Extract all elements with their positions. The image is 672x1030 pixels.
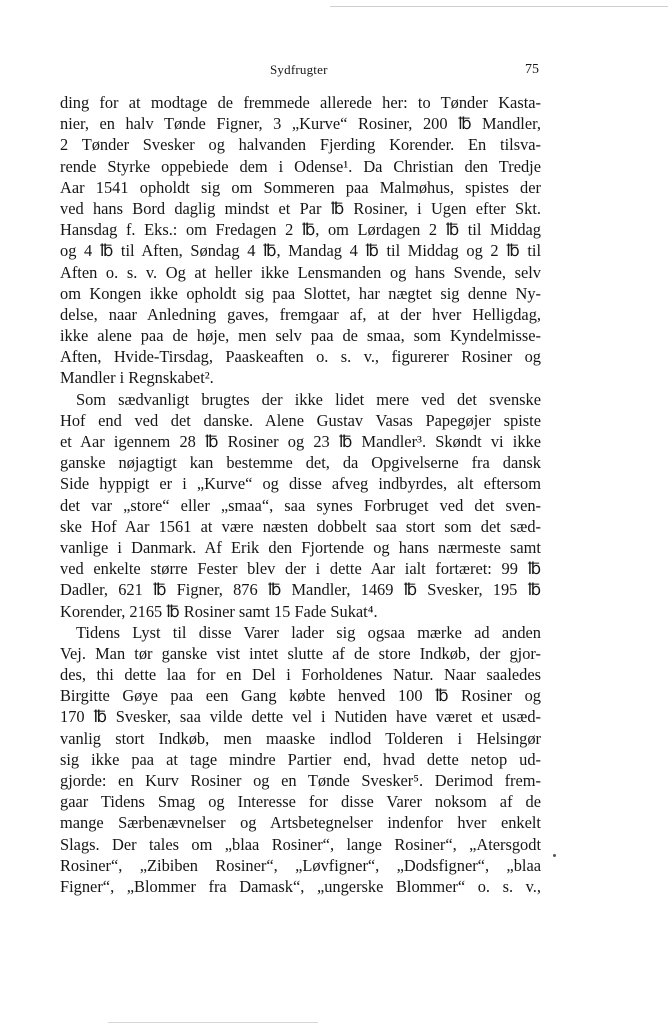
text-line: det var „store“ eller „smaa“, saa synes Forbruget ved det sven- xyxy=(60,495,541,515)
body-text xyxy=(60,92,541,897)
page-number: 75 xyxy=(525,62,539,77)
text-line: Aar 1541 opholdt sig om Sommeren paa Malmøhus, spistes der xyxy=(60,177,541,197)
text-line: Birgitte Gøye paa een Gang købte henved 100 ℔ Rosiner og xyxy=(60,686,541,706)
text-line: gjorde: en Kurv Rosiner og en Tønde Svesker⁵. Derimod frem- xyxy=(60,771,541,790)
text-line: ikke alene paa de høje, men selv paa de smaa, som Kyndelmisse- xyxy=(60,326,541,346)
text-line: ved enkelte større Fester blev der i dette Aar ialt fortæret: 99 ℔ xyxy=(60,559,541,579)
text-line: des, thi dette laa for en Del i Forholdenes Natur. Naar saaledes xyxy=(60,665,541,685)
text-line: Som sædvanligt brugtes der ikke lidet mere ved det svenske xyxy=(76,389,541,409)
text-line: Aften, Hvide-Tirsdag, Paaskeaften o. s. v., figurerer Rosiner og xyxy=(60,347,541,367)
running-head: Sydfrugter xyxy=(270,62,328,77)
text-line: 170 ℔ Svesker, saa vilde dette vel i Nutiden have været et usæd- xyxy=(60,707,541,727)
text-line: gaar Tidens Smag og Interesse for disse Varer noksom af de xyxy=(60,792,541,812)
text-line: 2 Tønder Svesker og halvanden Fjerding Korender. En tilsva- xyxy=(60,135,541,155)
text-line: Slags. Der tales om „blaa Rosiner“, lange Rosiner“, „Atersgodt xyxy=(60,834,541,854)
text-line: Figner“, „Blommer fra Damask“, „ungerske Blommer“ o. s. v., xyxy=(60,876,541,896)
margin-dot xyxy=(553,854,556,857)
text-line: Aften o. s. v. Og at heller ikke Lensmanden og hans Svende, selv xyxy=(60,262,541,282)
text-line: sig ikke paa at tage mindre Partier end, hvad dette netop ud- xyxy=(60,749,541,769)
text-line: og 4 ℔ til Aften, Søndag 4 ℔, Mandag 4 ℔ til Middag og 2 ℔ til xyxy=(60,241,541,261)
text-line: nier, en halv Tønde Figner, 3 „Kurve“ Rosiner, 200 ℔ Mandler, xyxy=(60,114,541,134)
text-line: Korender, 2165 ℔ Rosiner samt 15 Fade Sukat⁴. xyxy=(60,601,378,621)
text-line: rende Styrke oppebiede dem i Odense¹. Da Christian den Tredje xyxy=(60,156,541,176)
text-line: et Aar igennem 28 ℔ Rosiner og 23 ℔ Mandler³. Skøndt vi ikke xyxy=(60,432,541,451)
text-line: Vej. Man tør ganske vist intet slutte af de store Indkøb, der gjor- xyxy=(60,643,541,663)
text-line: vanlige i Danmark. Af Erik den Fjortende og hans nærmeste samt xyxy=(60,537,541,557)
bottom-edge-rule xyxy=(108,1022,318,1023)
text-line: Hof end ved det danske. Alene Gustav Vasas Papegøjer spiste xyxy=(60,410,541,430)
text-line: Side hyppigt er i „Kurve“ og disse afveg indbyrdes, alt eftersom xyxy=(60,474,541,494)
text-line: delse, naar Anledning gaves, fremgaar af, at der hver Helligdag, xyxy=(60,304,541,324)
text-line: Mandler i Regnskabet². xyxy=(60,368,214,388)
text-line: Dadler, 621 ℔ Figner, 876 ℔ Mandler, 1469 ℔ Svesker, 195 ℔ xyxy=(60,580,541,600)
text-line: ved hans Bord daglig mindst et Par ℔ Rosiner, i Ugen efter Skt. xyxy=(60,198,541,218)
text-line: Tidens Lyst til disse Varer lader sig ogsaa mærke ad anden xyxy=(76,622,541,642)
text-line: ganske nøjagtigt kan bestemme det, da Opgivelserne fra dansk xyxy=(60,453,541,473)
text-line: ske Hof Aar 1561 at være næsten dobbelt saa stort som det sæd- xyxy=(60,516,541,536)
text-line: vanlig stort Indkøb, men maaske indlod Tolderen i Helsingør xyxy=(60,728,541,748)
text-line: om Kongen ikke opholdt sig paa Slottet, har nægtet sig denne Ny- xyxy=(60,283,541,303)
text-line: Rosiner“, „Zibiben Rosiner“, „Løvfigner“, „Dodsfigner“, „blaa xyxy=(60,855,541,875)
text-line: Hansdag f. Eks.: om Fredagen 2 ℔, om Lørdagen 2 ℔ til Middag xyxy=(60,220,541,240)
text-line: mange Særbenævnelser og Artsbetegnelser indenfor hver enkelt xyxy=(60,813,541,833)
top-edge-rule xyxy=(330,6,668,7)
text-line: ding for at modtage de fremmede allerede her: to Tønder Kasta- xyxy=(60,93,541,112)
